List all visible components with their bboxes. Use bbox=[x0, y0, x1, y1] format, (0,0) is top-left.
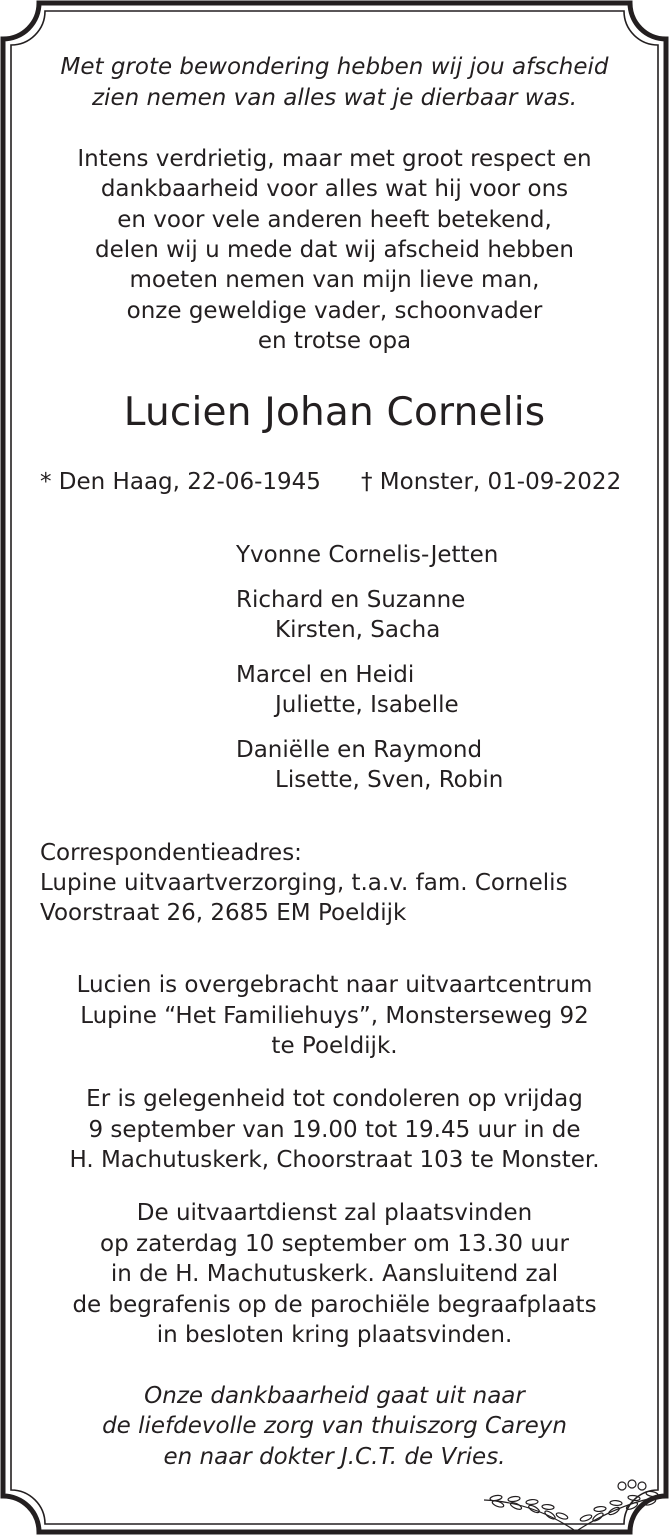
announcement-line: en trotse opa bbox=[257, 328, 412, 354]
birth-info: * Den Haag, 22-06-1945 bbox=[40, 469, 321, 495]
death-info: † Monster, 01-09-2022 bbox=[361, 469, 622, 495]
gratitude-line: de liefdevolle zorg van thuiszorg Careyn bbox=[102, 1413, 567, 1439]
location-line: te Poeldijk. bbox=[271, 1033, 398, 1059]
funeral-line: De uitvaartdienst zal plaatsvinden bbox=[136, 1200, 533, 1226]
family-couple: Daniëlle en Raymond bbox=[236, 737, 483, 763]
correspondence-line: Voorstraat 26, 2685 EM Poeldijk bbox=[40, 900, 407, 926]
announcement-line: dankbaarheid voor alles wat hij voor ons bbox=[100, 176, 569, 202]
verse-line: zien nemen van alles wat je dierbaar was. bbox=[91, 85, 578, 111]
condolence-line: Er is gelegenheid tot condoleren op vrijdag bbox=[86, 1086, 583, 1112]
laurel-branch-icon bbox=[482, 1478, 666, 1534]
funeral-line: de begrafenis op de parochiële begraafplaats bbox=[72, 1292, 597, 1318]
spouse-name: Yvonne Cornelis-Jetten bbox=[236, 542, 499, 568]
family-children: Kirsten, Sacha bbox=[275, 617, 441, 643]
announcement-line: en voor vele anderen heeft betekend, bbox=[117, 207, 552, 233]
verse-line: Met grote bewondering hebben wij jou afscheid bbox=[60, 54, 609, 80]
deceased-name: Lucien Johan Cornelis bbox=[123, 390, 546, 435]
funeral-line: op zaterdag 10 september om 13.30 uur bbox=[100, 1231, 569, 1257]
condolence-line: 9 september van 19.00 tot 19.45 uur in de bbox=[88, 1117, 581, 1143]
family-children: Juliette, Isabelle bbox=[275, 692, 459, 718]
funeral-line: in de H. Machutuskerk. Aansluitend zal bbox=[110, 1261, 559, 1287]
family-children: Lisette, Sven, Robin bbox=[275, 767, 504, 793]
announcement-line: moeten nemen van mijn lieve man, bbox=[129, 267, 540, 293]
correspondence-label: Correspondentieadres: bbox=[40, 840, 302, 866]
gratitude-line: Onze dankbaarheid gaat uit naar bbox=[144, 1383, 525, 1409]
family-couple: Richard en Suzanne bbox=[236, 587, 466, 613]
location-line: Lucien is overgebracht naar uitvaartcentrum bbox=[76, 972, 593, 998]
condolence-line: H. Machutuskerk, Choorstraat 103 te Monster. bbox=[69, 1147, 600, 1173]
gratitude-line: en naar dokter J.C.T. de Vries. bbox=[163, 1444, 506, 1470]
correspondence-line: Lupine uitvaartverzorging, t.a.v. fam. Cornelis bbox=[40, 870, 568, 896]
announcement-line: Intens verdrietig, maar met groot respect en bbox=[77, 146, 592, 172]
funeral-line: in besloten kring plaatsvinden. bbox=[156, 1322, 513, 1348]
announcement-line: delen wij u mede dat wij afscheid hebben bbox=[94, 237, 574, 263]
announcement-line: onze geweldige vader, schoonvader bbox=[126, 298, 543, 324]
family-couple: Marcel en Heidi bbox=[236, 662, 415, 688]
location-line: Lupine “Het Familiehuys”, Monsterseweg 92 bbox=[80, 1003, 589, 1029]
